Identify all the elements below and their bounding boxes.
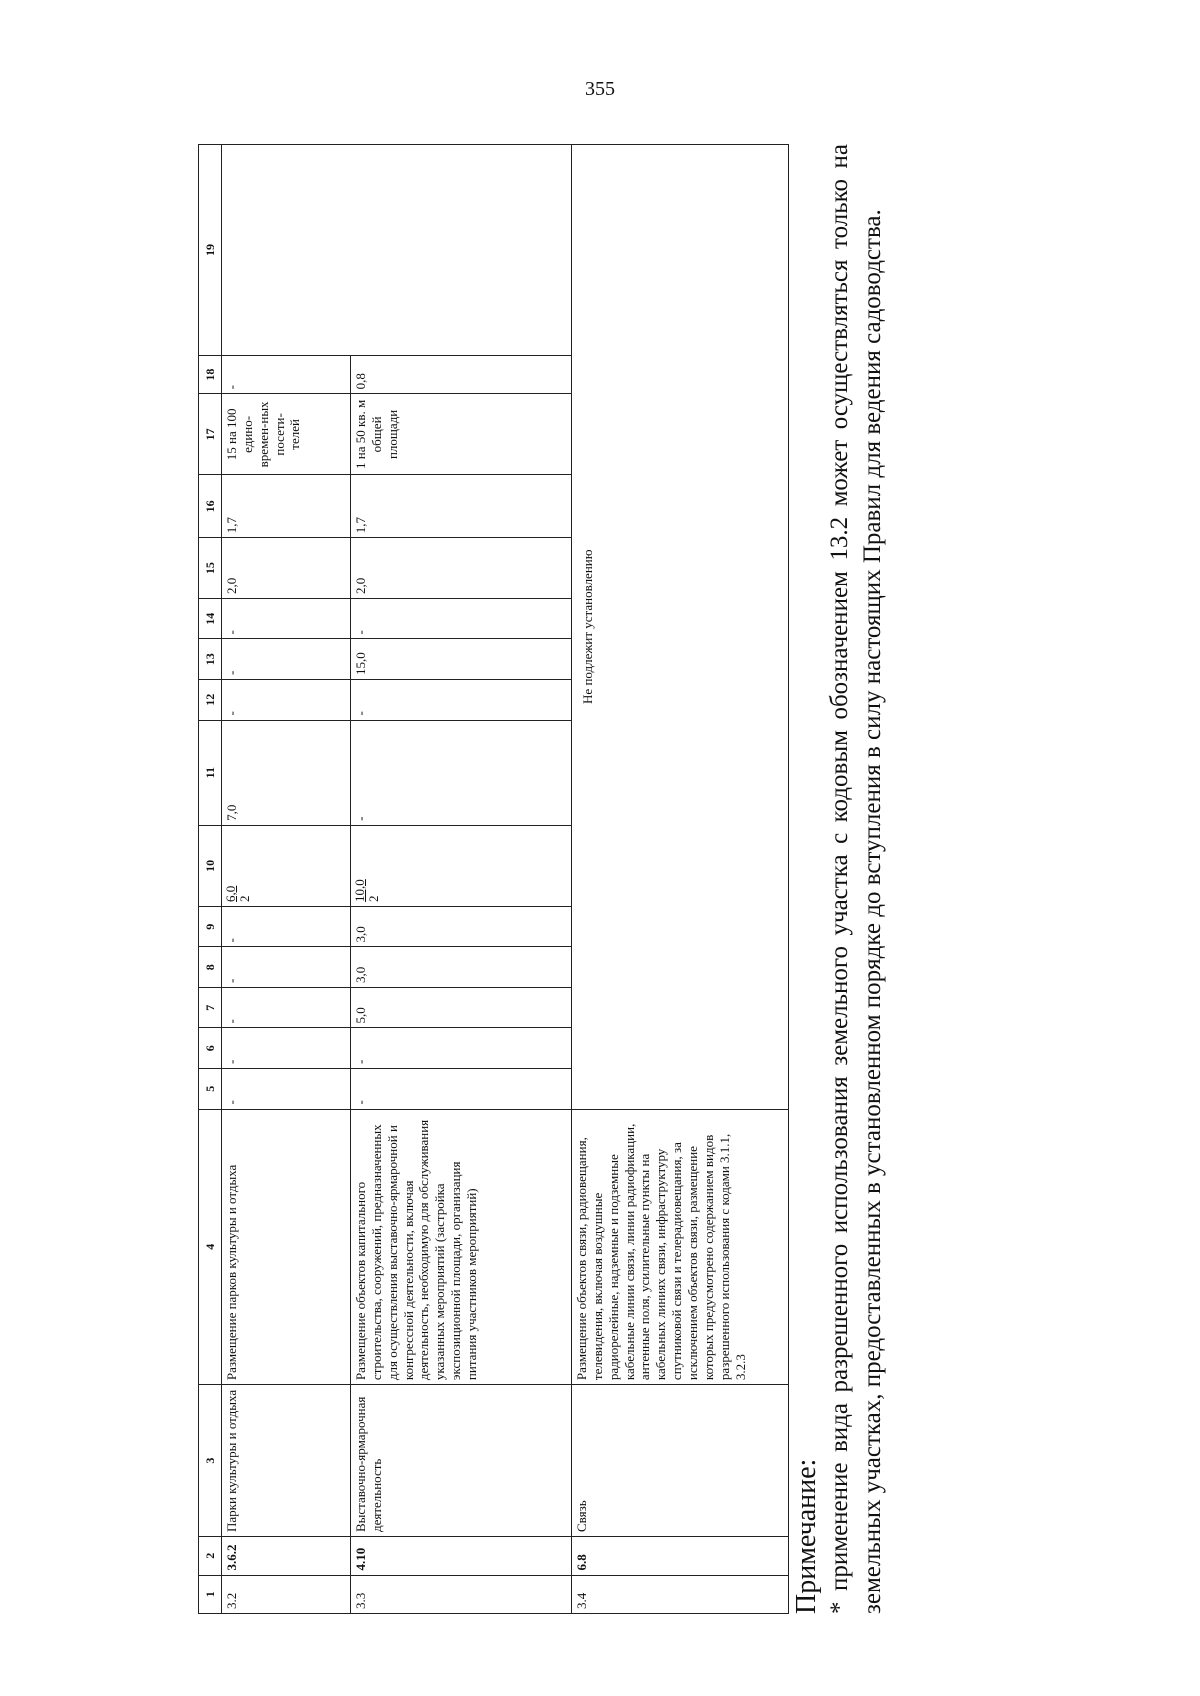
table-cell: - (222, 906, 351, 947)
column-header: 12 (199, 680, 222, 721)
table-cell: - (351, 1028, 572, 1069)
column-header: 1 (199, 1575, 222, 1613)
column-header: 3 (199, 1385, 222, 1537)
table-cell: - (351, 720, 572, 825)
column-header: 13 (199, 639, 222, 680)
table-cell: - (222, 987, 351, 1028)
table-cell: - (222, 355, 351, 393)
note-section (790, 144, 889, 1614)
table-cell: - (351, 680, 572, 721)
table-cell: - (222, 680, 351, 721)
not-applicable-cell: Не подлежит установлению (572, 145, 789, 1110)
column-header: 10 (199, 825, 222, 906)
parking-norm: 15 на 100 едино-времен-ных посети-телей (222, 394, 351, 475)
table-cell: - (351, 598, 572, 639)
column-header: 6 (199, 1028, 222, 1069)
table-cell: - (222, 1028, 351, 1069)
use-name: Выставочно-ярмарочная деятельность (351, 1385, 572, 1537)
row-number: 3.2 (222, 1575, 351, 1613)
note-text: * применение вида разрешенного использования земельного участка с кодовым обозначением 13.2 может осуществляться только на земельных участках, предоставленных в установленном порядке до вступления в силу настоящих Правил для ведения садоводства. (826, 144, 886, 1614)
row-number: 3.3 (351, 1575, 572, 1613)
use-description: Размещение объектов связи, радиовещания, телевидения, включая воздушные радиорелейные, надземные и подземные кабельные линии связи, линии радиофикации, антенные поля, усилительные пункты на кабельных линиях связи, инфраструктуру спутниковой связи и телерадиовещания, за исключением объектов связи, размещение которых предусмотрено содержанием видов разрешенного использования с кодами 3.1.1, 3.2.3 (572, 1109, 789, 1385)
fraction-cell (222, 825, 351, 906)
column-header: 5 (199, 1069, 222, 1110)
table-cell: - (351, 1069, 572, 1110)
parking-norm: 1 на 50 кв. м общей площади (351, 394, 572, 475)
table-row (351, 145, 572, 1614)
fraction-numerator: 6,0 (223, 885, 238, 902)
table-cell: 5,0 (351, 987, 572, 1028)
column-header: 16 (199, 475, 222, 538)
table-cell: - (222, 1069, 351, 1110)
column-header: 19 (199, 145, 222, 356)
use-description: Размещение парков культуры и отдыха (222, 1109, 351, 1385)
table-cell: 7,0 (222, 720, 351, 825)
use-code: 6.8 (572, 1537, 789, 1575)
zoning-regulations-table (198, 144, 789, 1614)
fraction-denominator: 2 (237, 895, 253, 902)
column-header: 15 (199, 538, 222, 599)
page-number: 355 (585, 78, 615, 100)
column-header: 18 (199, 355, 222, 393)
use-code: 4.10 (351, 1537, 572, 1575)
table-row (572, 145, 789, 1614)
table-cell: 1,7 (351, 475, 572, 538)
table-cell: - (222, 947, 351, 988)
table-cell: 3,0 (351, 947, 572, 988)
table-cell (222, 145, 572, 356)
note-title: Примечание: (791, 1458, 822, 1614)
table-cell: 2,0 (351, 538, 572, 599)
column-header: 14 (199, 598, 222, 639)
fraction-cell (351, 825, 572, 906)
column-header: 11 (199, 720, 222, 825)
use-description: Размещение объектов капитального строительства, сооружений, предназначенных для осуществления выставочно-ярмарочной и конгрессной деятельности, включая деятельность, необходимую для обслуживания указанных мероприятий (застройка экспозиционной площади, организация питания участников мероприятий) (351, 1109, 572, 1385)
table-cell: 0,8 (351, 355, 572, 393)
table-cell: 15,0 (351, 639, 572, 680)
column-header: 8 (199, 947, 222, 988)
table-cell: 3,0 (351, 906, 572, 947)
table-header-row (199, 145, 222, 1614)
table-row (222, 145, 351, 1614)
column-header: 17 (199, 394, 222, 475)
use-name: Связь (572, 1385, 789, 1537)
column-header: 2 (199, 1537, 222, 1575)
use-code: 3.6.2 (222, 1537, 351, 1575)
use-name: Парки культуры и отдыха (222, 1385, 351, 1537)
fraction-denominator: 2 (366, 895, 382, 902)
rotated-content (198, 144, 886, 1614)
column-header: 4 (199, 1109, 222, 1385)
table-cell: 2,0 (222, 538, 351, 599)
table-cell: 1,7 (222, 475, 351, 538)
table-cell: - (222, 639, 351, 680)
table-cell: - (222, 598, 351, 639)
fraction-numerator: 10,0 (352, 879, 367, 902)
row-number: 3.4 (572, 1575, 789, 1613)
column-header: 7 (199, 987, 222, 1028)
column-header: 9 (199, 906, 222, 947)
